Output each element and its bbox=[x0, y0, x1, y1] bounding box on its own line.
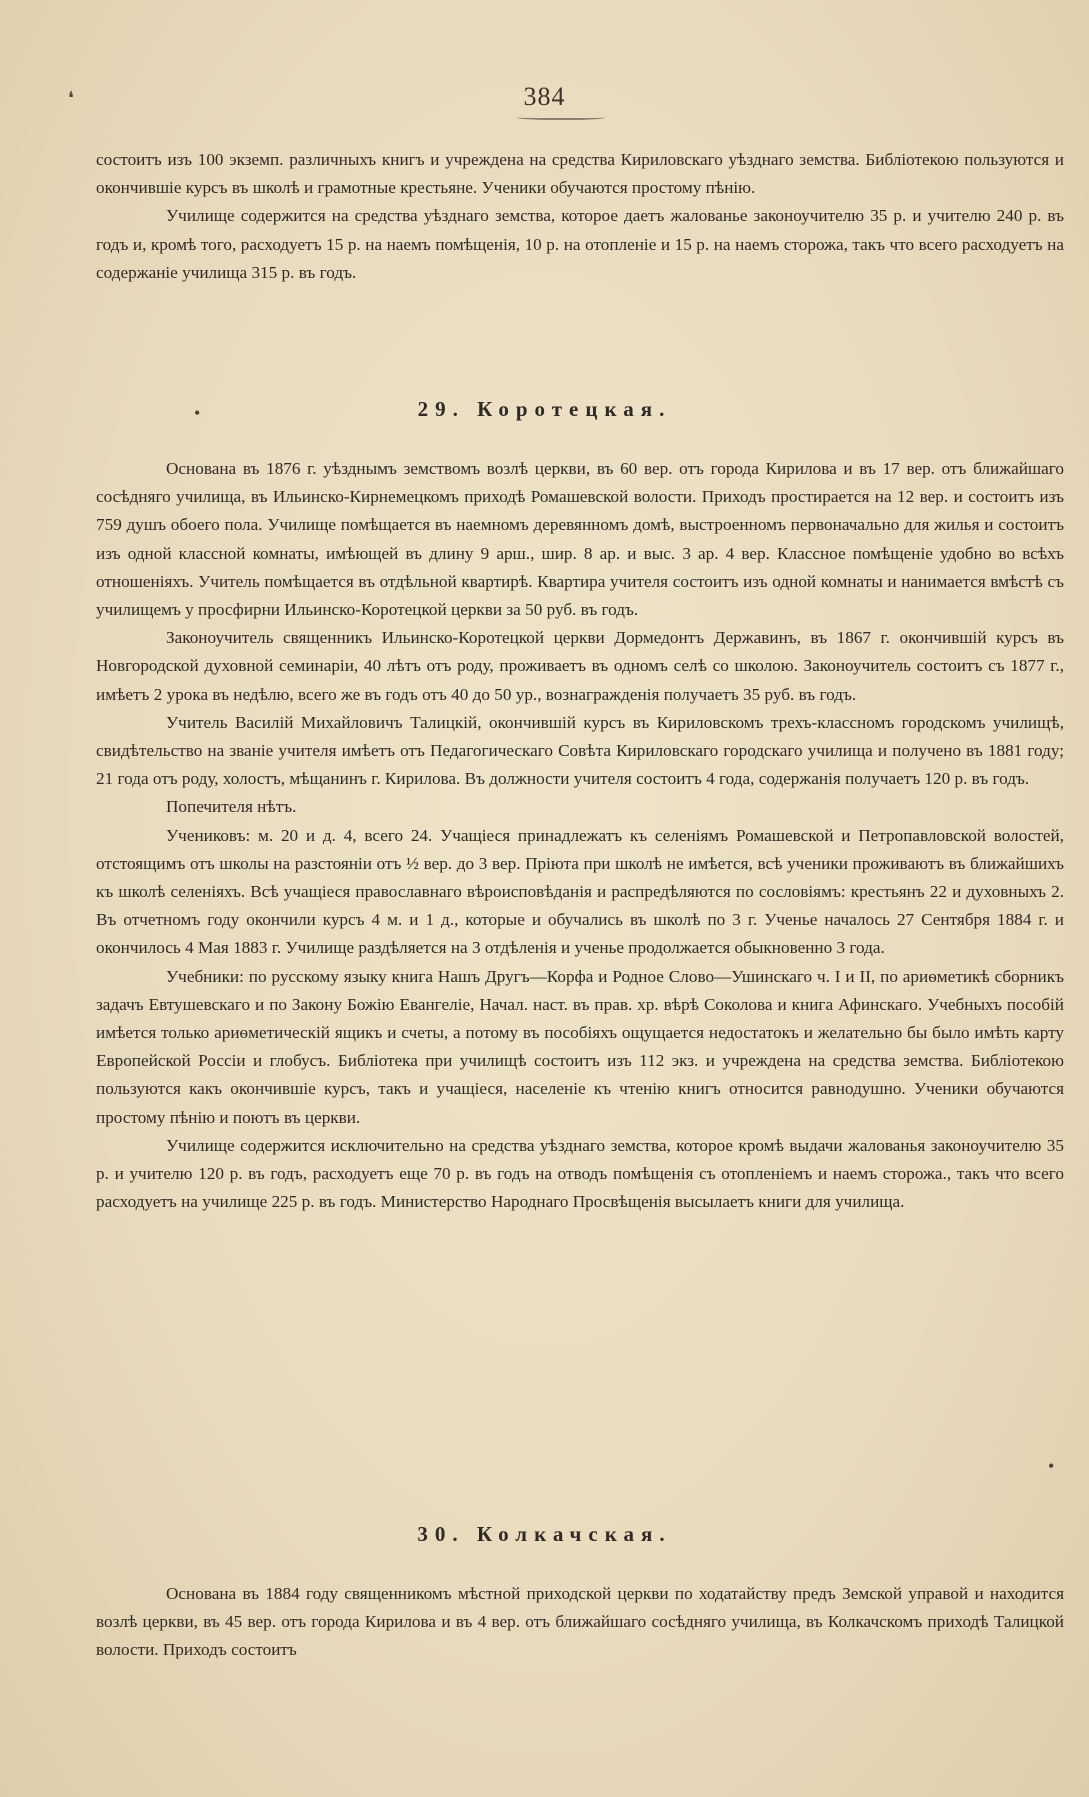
paragraph: Учениковъ: м. 20 и д. 4, всего 24. Учащіеся принадлежатъ къ селеніямъ Ромашевской и Петропавловской волостей, отстоящимъ отъ школы на разстояніи отъ ½ вер. до 3 вер. Пріюта при школѣ не имѣется, всѣ ученики проживаютъ въ ближайшихъ къ школѣ селеніяхъ. Всѣ учащіеся православнаго вѣроисповѣданія и распредѣляются по сословіямъ: крестьянъ 22 и духовныхъ 2. Въ отчетномъ году окончили курсъ 4 м. и 1 д., которые и обучались въ школѣ по 3 г. Ученье началось 27 Сентября 1884 г. и окончилось 4 Мая 1883 г. Училище раздѣляется на 3 отдѣленія и ученье продолжается обыкновенно 3 года. bbox=[96, 825, 1064, 958]
paragraph: Попечителя нѣтъ. bbox=[166, 797, 297, 817]
section-title-30 bbox=[0, 1522, 1089, 1547]
page-number-underline bbox=[517, 114, 605, 120]
text-block-continued bbox=[96, 146, 1064, 287]
ink-dot-mark: • bbox=[194, 403, 201, 423]
paragraph: состоитъ изъ 100 экземп. различныхъ книгъ и учреждена на средства Кириловскаго уѣзднаго земства. Библіотекою пользуются и окончившіе курсъ въ школѣ и грамотные крестьяне. Ученики обучаются простому пѣнію. bbox=[96, 150, 1064, 198]
paragraph: Основана въ 1884 году священникомъ мѣстной приходской церкви по ходатайству предъ Земской управой и находится возлѣ церкви, въ 45 вер. отъ города Кирилова и въ 4 вер. отъ ближайшаго сосѣдняго училища, въ Колкачскомъ приходѣ Талицкой волости. Приходъ состоитъ bbox=[96, 1584, 1064, 1660]
section-heading-text: 29. Коротецкая. bbox=[417, 397, 672, 421]
paragraph: Училище содержится исключительно на средства уѣзднаго земства, которое кромѣ выдачи жалованья законоучителю 35 р. и учителю 120 р. въ годъ, расходуетъ еще 70 р. въ годъ на отводъ помѣщенія съ отопленіемъ и наемъ сторожа., такъ что всего расходуетъ на училище 225 р. въ годъ. Министерство Народнаго Просвѣщенія высылаетъ книги для училища. bbox=[96, 1135, 1064, 1212]
paragraph: Основана въ 1876 г. уѣзднымъ земствомъ возлѣ церкви, въ 60 вер. отъ города Кирилова и въ 17 вер. отъ ближайшаго сосѣдняго училища, въ Ильинско-Кирнемецкомъ приходѣ Ромашевской волости. Приходъ простирается на 12 вер. и состоитъ изъ 759 душъ обоего пола. Училище помѣщается въ наемномъ деревянномъ домѣ, выстроенномъ первоначально для жилья и состоитъ изъ одной классной комнаты, имѣющей въ длину 9 арш., шир. 8 ар. и выс. 3 ар. 4 вер. Классное помѣщеніе удобно во всѣхъ отношеніяхъ. Учитель помѣщается въ отдѣльной квартирѣ. Квартира учителя состоитъ изъ одной комнаты и нанимается вмѣстѣ съ училищемъ у просфирни Ильинско-Коротецкой церкви за 50 руб. въ годъ. bbox=[96, 459, 1064, 620]
paragraph: Учитель Василій Михайловичъ Талицкій, окончившій курсъ въ Кириловскомъ трехъ-классномъ городскомъ училищѣ, свидѣтельство на званіе учителя имѣетъ отъ Педагогическаго Совѣта Кириловскаго городскаго училища и получено въ 1881 году; 21 года отъ роду, холостъ, мѣщанинъ г. Кирилова. Въ должности учителя состоитъ 4 года, содержанія получаетъ 120 р. въ годъ. bbox=[96, 712, 1064, 789]
page-number: 384 bbox=[523, 82, 566, 111]
ink-dot-mark: • bbox=[1048, 1456, 1055, 1476]
section-30-body bbox=[96, 1580, 1064, 1665]
section-heading-text: 30. Колкачская. bbox=[417, 1522, 672, 1546]
paragraph: Училище содержится на средства уѣзднаго земства, которое даетъ жалованье законоучителю 35 р. и учителю 240 р. въ годъ и, кромѣ того, расходуетъ 15 р. на наемъ помѣщенія, 10 р. на отопленіе и 15 р. на наемъ сторожа, такъ что всего расходуетъ на содержаніе училища 315 р. въ годъ. bbox=[96, 206, 1064, 282]
ink-speck-mark: ❛ bbox=[68, 88, 74, 108]
section-title-29 bbox=[0, 397, 1089, 422]
section-29-body bbox=[96, 455, 1064, 1216]
paragraph: Учебники: по русскому языку книга Нашъ Другъ—Корфа и Родное Слово—Ушинскаго ч. I и II, по ариѳметикѣ сборникъ задачъ Евтушевскаго и по Закону Божію Евангеліе, Начал. наст. въ прав. хр. вѣрѣ Соколова и книга Афинскаго. Учебныхъ пособій имѣется только ариѳметическій ящикъ и счеты, а потому въ пособіяхъ ощущается недостатокъ и желательно бы было имѣть карту Европейской Россіи и глобусъ. Библіотека при училищѣ состоитъ изъ 112 экз. и учреждена на средства земства. Библіотекою пользуются какъ окончившіе курсъ, такъ и учащіеся, населеніе къ чтенію книгъ относится равнодушно. Ученики обучаются простому пѣнію и поютъ въ церкви. bbox=[96, 966, 1064, 1127]
paragraph: Законоучитель священникъ Ильинско-Коротецкой церкви Дормедонтъ Державинъ, въ 1867 г. окончившій курсъ въ Новгородской духовной семинаріи, 40 лѣтъ отъ роду, проживаетъ въ одномъ селѣ со школою. Законоучитель состоитъ съ 1877 г., имѣетъ 2 урока въ недѣлю, всего же въ годъ отъ 40 до 50 ур., вознагражденія получаетъ 35 руб. въ годъ. bbox=[96, 628, 1064, 704]
